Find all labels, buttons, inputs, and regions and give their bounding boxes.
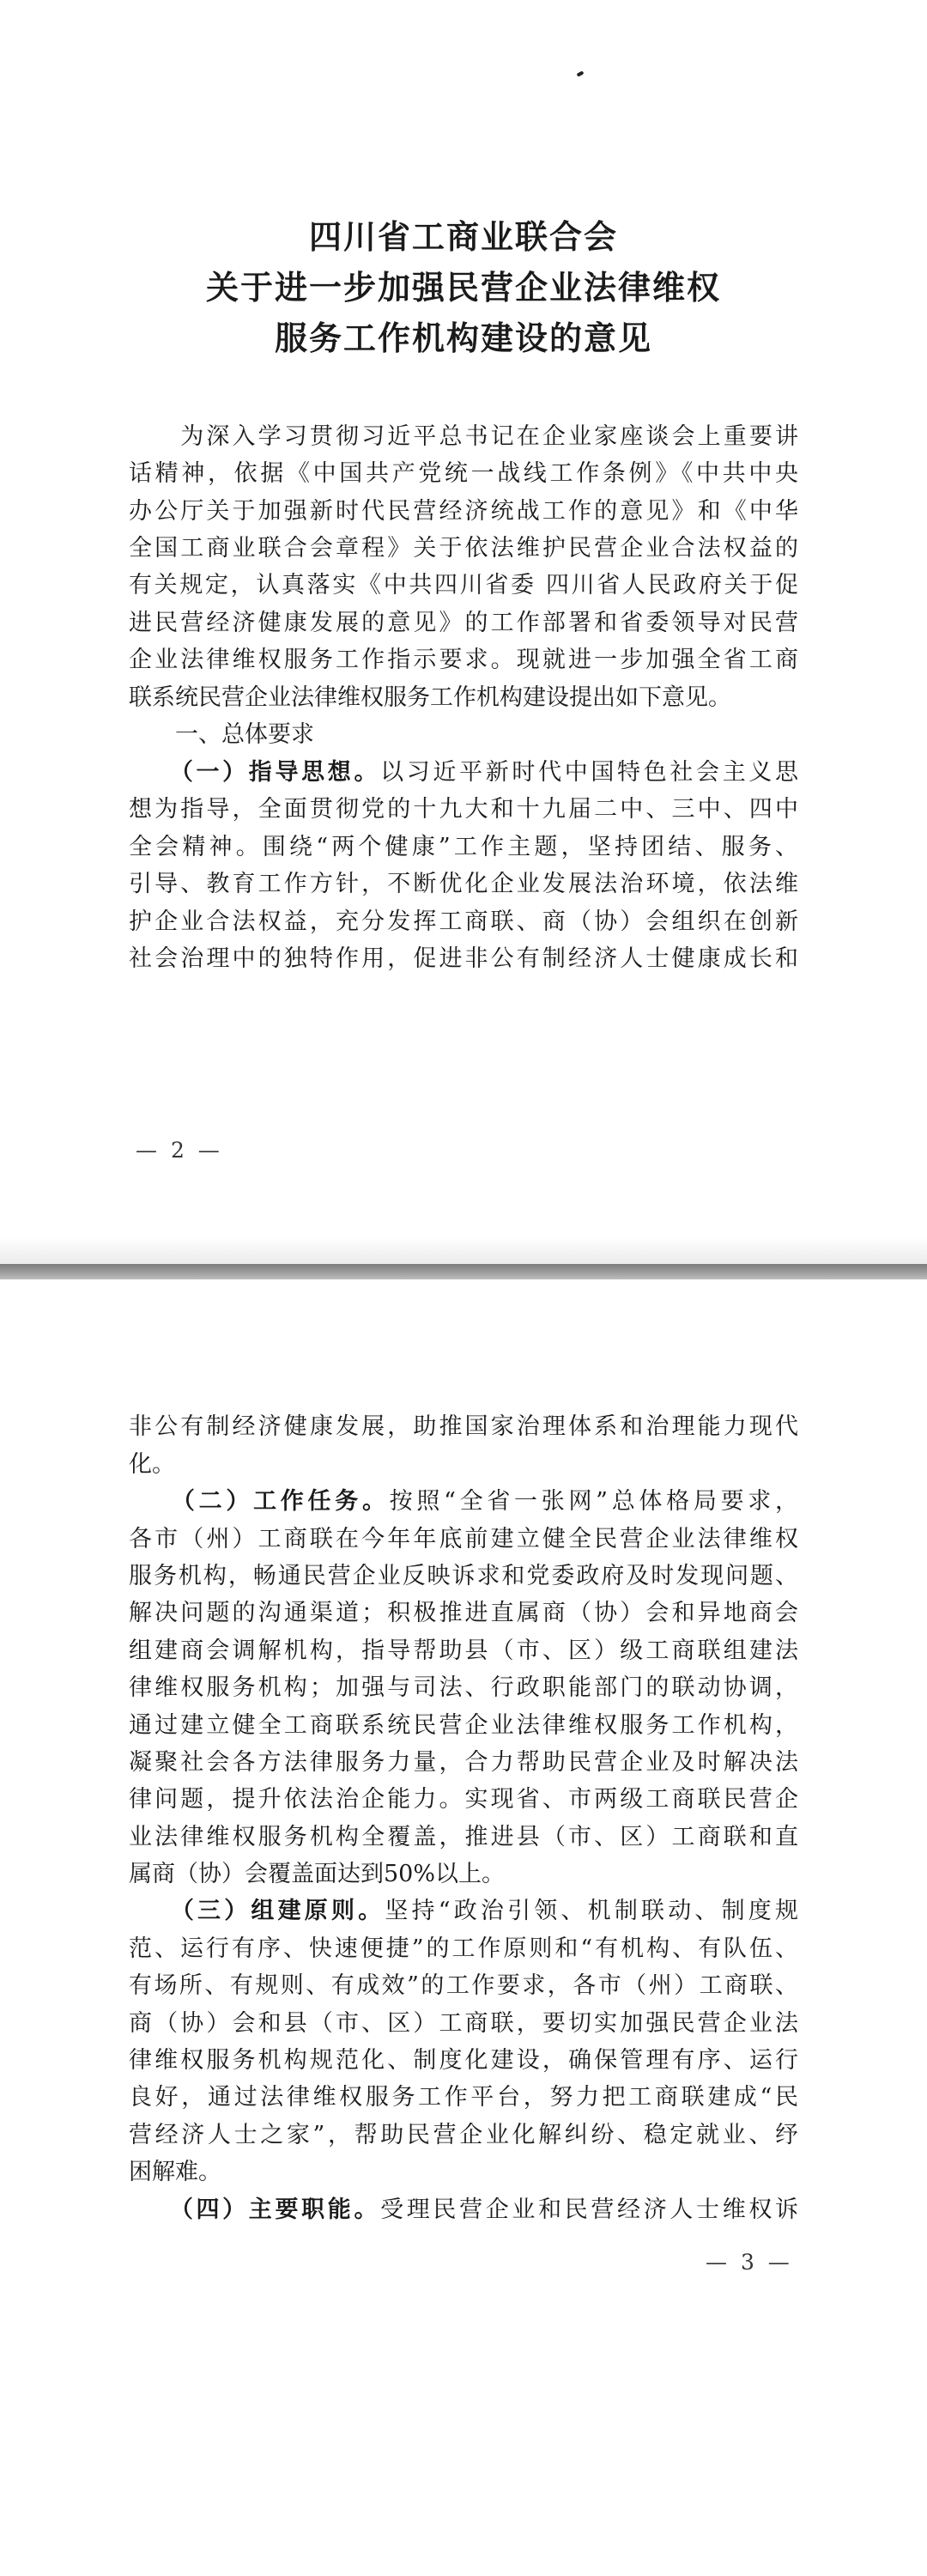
paragraph-line: 律维权服务机构规范化、制度化建设，确保管理有序、运行: [129, 2047, 798, 2074]
document-page-3: [0, 1279, 927, 2576]
paragraph-lead: （四）主要职能。: [129, 2196, 381, 2223]
paragraph-line: 范、运行有序、快速便捷”的工作原则和“有机构、有队伍、: [129, 1935, 798, 1962]
paragraph-line: 全会精神。围绕“两个健康”工作主题，坚持团结、服务、: [129, 834, 798, 860]
paragraph-line: 服务机构，畅通民营企业反映诉求和党委政府及时发现问题、: [129, 1563, 798, 1589]
paragraph-line: 困解难。: [129, 2159, 221, 2185]
paragraph-line: [129, 2196, 798, 2224]
paragraph-line: 想为指导，全面贯彻党的十九大和十九届二中、三中、四中: [129, 796, 798, 823]
ink-speck: [577, 70, 585, 76]
preamble-line: 全国工商业联合会章程》关于依法维护民营企业合法权益的: [129, 535, 798, 562]
paragraph-text: 按照“全省一张网”总体格局要求，: [389, 1488, 798, 1515]
paragraph-text: 以习近平新时代中国特色社会主义思: [380, 759, 799, 786]
paragraph-line: [129, 1898, 798, 1925]
paragraph-line: 属商（协）会覆盖面达到50%以上。: [129, 1861, 506, 1887]
document-page-2: [0, 0, 927, 1264]
preamble-line: 有关规定，认真落实《中共四川省委 四川省人民政府关于促: [129, 572, 798, 598]
page-shadow: [0, 1236, 927, 1264]
preamble-line: 为深入学习贯彻习近平总书记在企业家座谈会上重要讲: [129, 423, 798, 450]
paragraph-line: [129, 1488, 798, 1516]
page-number: — 3 —: [706, 2250, 793, 2275]
page-number: — 2 —: [136, 1138, 223, 1163]
paragraph-line: 通过建立健全工商联系统民营企业法律维权服务工作机构，: [129, 1712, 798, 1739]
paragraph-line: 良好，通过法律维权服务工作平台，努力把工商联建成“民: [129, 2084, 798, 2111]
paragraph-line: 护企业合法权益，充分发挥工商联、商（协）会组织在创新: [129, 908, 798, 935]
title-line-3: 服务工作机构建设的意见: [274, 319, 652, 357]
paragraph-lead: （三）组建原则。: [129, 1898, 385, 1924]
document-title: [0, 219, 927, 371]
preamble-line: 企业法律维权服务工作指示要求。现就进一步加强全省工商: [129, 647, 798, 673]
paragraph-line: 社会治理中的独特作用，促进非公有制经济人士健康成长和: [129, 945, 798, 972]
paragraph-line: 律维权服务机构；加强与司法、行政职能部门的联动协调，: [129, 1674, 798, 1701]
paragraph-lead: （二）工作任务。: [129, 1488, 390, 1515]
paragraph-line: 引导、教育工作方针，不断优化企业发展法治环境，依法维: [129, 871, 798, 897]
title-line-1: 四川省工商业联合会: [308, 217, 618, 256]
section-heading: 一、总体要求: [129, 721, 314, 748]
page-separator: [0, 1264, 927, 1279]
paragraph-line: 营经济人士之家”，帮助民营企业化解纠纷、稳定就业、纾: [129, 2122, 798, 2148]
paragraph-line: 组建商会调解机构，指导帮助县（市、区）级工商联组建法: [129, 1637, 798, 1664]
title-line-2: 关于进一步加强民营企业法律维权: [205, 268, 721, 307]
paragraph-line: 律问题，提升依法治企能力。实现省、市两级工商联民营企: [129, 1786, 798, 1813]
paragraph-line: 解决问题的沟通渠道；积极推进直属商（协）会和异地商会: [129, 1600, 798, 1626]
preamble-line: 办公厅关于加强新时代民营经济统战工作的意见》和《中华: [129, 498, 798, 525]
preamble-line: 进民营经济健康发展的意见》的工作部署和省委领导对民营: [129, 610, 798, 636]
paragraph-text: 坚持“政治引领、机制联动、制度规: [385, 1898, 798, 1924]
paragraph-line: 业法律维权服务机构全覆盖，推进县（市、区）工商联和直: [129, 1824, 798, 1850]
paragraph-line: 有场所、有规则、有成效”的工作要求，各市（州）工商联、: [129, 1972, 798, 1999]
preamble-line: 联系统民营企业法律维权服务工作机构建设提出如下意见。: [129, 684, 731, 711]
paragraph-line: 非公有制经济健康发展，助推国家治理体系和治理能力现代: [129, 1413, 798, 1440]
paragraph-line: 化。: [129, 1451, 175, 1478]
paragraph-line: [129, 759, 798, 787]
paragraph-line: 商（协）会和县（市、区）工商联，要切实加强民营企业法: [129, 2010, 798, 2037]
paragraph-text: 受理民营企业和民营经济人士维权诉: [380, 2196, 799, 2223]
preamble-line: 话精神，依据《中国共产党统一战线工作条例》《中共中央: [129, 460, 798, 487]
paragraph-line: 凝聚社会各方法律服务力量，合力帮助民营企业及时解决法: [129, 1749, 798, 1776]
paragraph-lead: （一）指导思想。: [129, 759, 381, 786]
paragraph-line: 各市（州）工商联在今年年底前建立健全民营企业法律维权: [129, 1526, 798, 1552]
